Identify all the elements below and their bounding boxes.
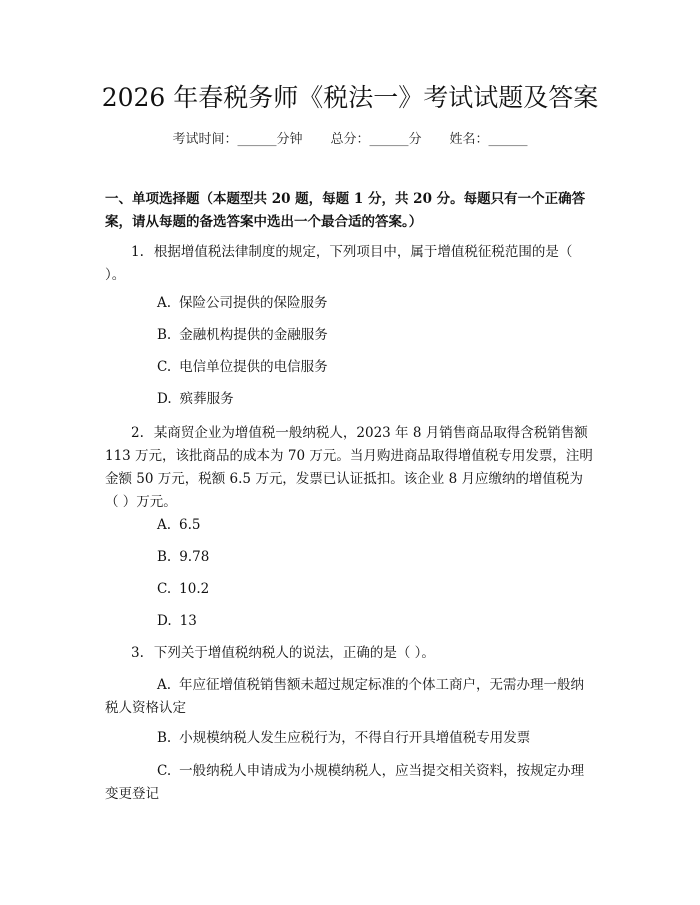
- option-letter: B.: [157, 730, 172, 746]
- q2-option-a: [157, 514, 595, 537]
- option-text: 小规模纳税人发生应税行为，不得自行开具增值税专用发票: [179, 730, 531, 746]
- q1-option-a: [157, 292, 595, 315]
- q1-option-b: [157, 324, 595, 347]
- question-text: 根据增值税法律制度的规定，下列项目中，属于增值税征税范围的是（ ）。: [105, 244, 573, 283]
- option-letter: C.: [157, 581, 172, 597]
- q2-option-c: [157, 578, 595, 601]
- document-title: 2026 年春税务师《税法一》考试试题及答案: [101, 83, 599, 112]
- option-text: 保险公司提供的保险服务: [179, 295, 328, 311]
- q1-option-d: [157, 388, 595, 411]
- question-2: [105, 422, 595, 514]
- option-letter: B.: [157, 327, 172, 343]
- option-letter: A.: [157, 677, 172, 693]
- option-text: 一般纳税人申请成为小规模纳税人，应当提交相关资料，按规定办理变更登记: [105, 763, 585, 802]
- question-number: 3.: [131, 645, 144, 661]
- option-letter: C.: [157, 763, 172, 779]
- q1-option-c: [157, 356, 595, 379]
- q3-option-b: [157, 727, 595, 750]
- option-text: 年应征增值税销售额未超过规定标准的个体工商户，无需办理一般纳税人资格认定: [105, 677, 585, 716]
- question-text: 下列关于增值税纳税人的说法，正确的是（ ）。: [153, 645, 435, 661]
- option-text: 电信单位提供的电信服务: [179, 359, 328, 375]
- exam-info-line: [0, 130, 700, 150]
- option-letter: D.: [157, 613, 172, 629]
- option-text: 9.78: [179, 549, 210, 565]
- option-letter: D.: [157, 391, 172, 407]
- question-number: 2.: [131, 425, 144, 441]
- question-number: 1.: [131, 244, 144, 260]
- q3-option-c: [105, 760, 595, 806]
- option-text: 金融机构提供的金融服务: [179, 327, 328, 343]
- option-letter: A.: [157, 517, 172, 533]
- question-3: [105, 642, 595, 665]
- question-1: [105, 241, 595, 287]
- option-letter: B.: [157, 549, 172, 565]
- option-text: 6.5: [179, 517, 201, 533]
- exam-time-field: 考试时间：______分钟: [172, 132, 303, 147]
- name-field: 姓名：______: [449, 132, 528, 147]
- option-letter: A.: [157, 295, 172, 311]
- total-score-field: 总分：______分: [330, 132, 422, 147]
- option-letter: C.: [157, 359, 172, 375]
- option-text: 殡葬服务: [179, 391, 234, 407]
- q2-option-d: [157, 610, 595, 633]
- question-text: 某商贸企业为增值税一般纳税人，2023 年 8 月销售商品取得含税销售额 113 万元，该批商品的成本为 70 万元。当月购进商品取得增值税专用发票，注明金额 50 万元，税额 6.5 万元，发票已认证抵扣。该企业 8 月应缴纳的增值税为（ ）万元。: [105, 425, 593, 510]
- q2-option-b: [157, 546, 595, 569]
- option-text: 13: [179, 613, 197, 629]
- q3-option-a: [105, 674, 595, 720]
- option-text: 10.2: [179, 581, 210, 597]
- section-heading: 一、单项选择题（本题型共 20 题，每题 1 分，共 20 分。每题只有一个正确答案，请从每题的备选答案中选出一个最合适的答案。）: [105, 191, 586, 230]
